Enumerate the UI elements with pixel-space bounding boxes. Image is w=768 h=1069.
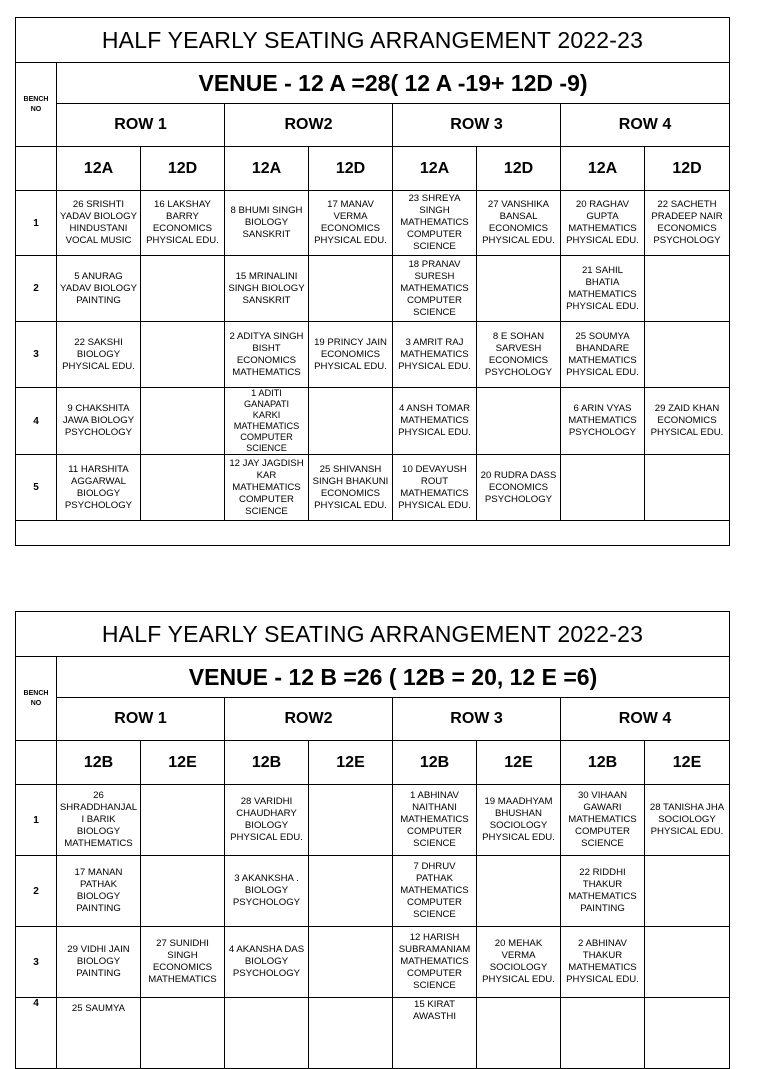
seat-cell: 3 AKANKSHA . BIOLOGY PSYCHOLOGY	[225, 856, 309, 927]
class-header: 12B	[393, 741, 477, 785]
seat-cell	[141, 322, 225, 388]
seat-cell	[309, 927, 393, 998]
seat-cell: 26 SHRADDHANJAL I BARIK BIOLOGY MATHEMATICS	[57, 785, 141, 856]
seat-cell: 22 RIDDHI THAKUR MATHEMATICS PAINTING	[561, 856, 645, 927]
seat-cell: 26 SRISHTI YADAV BIOLOGY HINDUSTANI VOCAL MUSIC	[57, 191, 141, 256]
bench-number: 1	[16, 191, 57, 256]
row-1-header: ROW 1	[57, 104, 225, 147]
seat-cell	[309, 388, 393, 455]
seat-cell: 15 MRINALINI SINGH BIOLOGY SANSKRIT	[225, 256, 309, 322]
row-3-header: ROW 3	[393, 104, 561, 147]
seat-cell: 19 PRINCY JAIN ECONOMICS PHYSICAL EDU.	[309, 322, 393, 388]
seat-cell	[645, 322, 730, 388]
class-header-empty	[16, 147, 57, 191]
seat-cell: 1 ABHINAV NAITHANI MATHEMATICS COMPUTER SCIENCE	[393, 785, 477, 856]
seat-cell: 22 SAKSHI BIOLOGY PHYSICAL EDU.	[57, 322, 141, 388]
row-3-header: ROW 3	[393, 698, 561, 741]
seat-cell: 5 ANURAG YADAV BIOLOGY PAINTING	[57, 256, 141, 322]
seat-cell: 12 JAY JAGDISH KAR MATHEMATICS COMPUTER SCIENCE	[225, 455, 309, 521]
seating-table	[15, 611, 730, 1069]
seat-cell	[477, 856, 561, 927]
seat-cell	[225, 998, 309, 1069]
bench-number: 3	[16, 927, 57, 998]
bench-number: 4	[16, 998, 57, 1069]
seat-cell: 28 VARIDHI CHAUDHARY BIOLOGY PHYSICAL EDU.	[225, 785, 309, 856]
seat-cell	[645, 856, 730, 927]
seating-sheet-12a	[15, 17, 729, 546]
bench-row	[16, 998, 730, 1069]
seat-cell	[645, 927, 730, 998]
venue-heading: VENUE - 12 B =26 ( 12B = 20, 12 E =6)	[57, 657, 730, 698]
seat-cell: 11 HARSHITA AGGARWAL BIOLOGY PSYCHOLOGY	[57, 455, 141, 521]
bench-row	[16, 322, 730, 388]
class-header: 12B	[561, 741, 645, 785]
bench-number: 2	[16, 256, 57, 322]
seat-cell: 20 RUDRA DASS ECONOMICS PSYCHOLOGY	[477, 455, 561, 521]
seat-cell	[309, 998, 393, 1069]
seat-cell: 25 SHIVANSH SINGH BHAKUNI ECONOMICS PHYSICAL EDU.	[309, 455, 393, 521]
seat-cell	[477, 256, 561, 322]
seat-cell: 2 ABHINAV THAKUR MATHEMATICS PHYSICAL EDU.	[561, 927, 645, 998]
class-header: 12A	[561, 147, 645, 191]
seat-cell: 30 VIHAAN GAWARI MATHEMATICS COMPUTER SCIENCE	[561, 785, 645, 856]
seat-cell: 19 MAADHYAM BHUSHAN SOCIOLOGY PHYSICAL EDU.	[477, 785, 561, 856]
class-header: 12A	[393, 147, 477, 191]
seat-cell	[141, 388, 225, 455]
class-header: 12A	[57, 147, 141, 191]
seat-cell: 7 DHRUV PATHAK MATHEMATICS COMPUTER SCIENCE	[393, 856, 477, 927]
seat-cell: 15 KIRAT AWASTHI	[393, 998, 477, 1069]
seat-cell: 22 SACHETH PRADEEP NAIR ECONOMICS PSYCHOLOGY	[645, 191, 730, 256]
seat-cell: 29 VIDHI JAIN BIOLOGY PAINTING	[57, 927, 141, 998]
bench-number: 3	[16, 322, 57, 388]
bench-row	[16, 785, 730, 856]
seat-cell	[645, 998, 730, 1069]
seating-sheet-12b	[15, 611, 729, 1069]
class-header-empty	[16, 741, 57, 785]
sheet-title: HALF YEARLY SEATING ARRANGEMENT 2022-23	[16, 18, 730, 63]
seat-cell	[561, 998, 645, 1069]
class-header: 12D	[645, 147, 730, 191]
seat-cell: 27 VANSHIKA BANSAL ECONOMICS PHYSICAL EDU.	[477, 191, 561, 256]
seat-cell: 1 ADITI GANAPATI KARKI MATHEMATICS COMPUTER SCIENCE	[225, 388, 309, 455]
seat-cell: 20 RAGHAV GUPTA MATHEMATICS PHYSICAL EDU.	[561, 191, 645, 256]
seat-cell	[477, 998, 561, 1069]
class-header: 12B	[225, 741, 309, 785]
seat-cell: 23 SHREYA SINGH MATHEMATICS COMPUTER SCIENCE	[393, 191, 477, 256]
seat-cell	[141, 856, 225, 927]
class-header: 12E	[141, 741, 225, 785]
sheet-title: HALF YEARLY SEATING ARRANGEMENT 2022-23	[16, 612, 730, 657]
seat-cell: 12 HARISH SUBRAMANIAM MATHEMATICS COMPUTER SCIENCE	[393, 927, 477, 998]
seat-cell: 4 ANSH TOMAR MATHEMATICS PHYSICAL EDU.	[393, 388, 477, 455]
bench-number: 2	[16, 856, 57, 927]
bench-row	[16, 388, 730, 455]
seat-cell	[645, 256, 730, 322]
seat-cell: 6 ARIN VYAS MATHEMATICS PSYCHOLOGY	[561, 388, 645, 455]
class-header: 12D	[309, 147, 393, 191]
seat-cell: 17 MANAN PATHAK BIOLOGY PAINTING	[57, 856, 141, 927]
seat-cell: 16 LAKSHAY BARRY ECONOMICS PHYSICAL EDU.	[141, 191, 225, 256]
class-header: 12A	[225, 147, 309, 191]
class-header: 12E	[645, 741, 730, 785]
row-4-header: ROW 4	[561, 104, 730, 147]
row-4-header: ROW 4	[561, 698, 730, 741]
bench-number: 1	[16, 785, 57, 856]
seat-cell: 9 CHAKSHITA JAWA BIOLOGY PSYCHOLOGY	[57, 388, 141, 455]
seat-cell	[477, 388, 561, 455]
row-1-header: ROW 1	[57, 698, 225, 741]
class-header: 12E	[309, 741, 393, 785]
bench-number: 4	[16, 388, 57, 455]
row-2-header: ROW2	[225, 698, 393, 741]
seat-cell: 27 SUNIDHI SINGH ECONOMICS MATHEMATICS	[141, 927, 225, 998]
seat-cell: 25 SAUMYA	[57, 998, 141, 1069]
seat-cell: 29 ZAID KHAN ECONOMICS PHYSICAL EDU.	[645, 388, 730, 455]
seat-cell	[141, 785, 225, 856]
bench-no-header: BENCH NO	[16, 657, 57, 741]
seat-cell: 3 AMRIT RAJ MATHEMATICS PHYSICAL EDU.	[393, 322, 477, 388]
seating-table	[15, 17, 730, 546]
seat-cell: 28 TANISHA JHA SOCIOLOGY PHYSICAL EDU.	[645, 785, 730, 856]
seat-cell: 8 BHUMI SINGH BIOLOGY SANSKRIT	[225, 191, 309, 256]
seat-cell: 21 SAHIL BHATIA MATHEMATICS PHYSICAL EDU.	[561, 256, 645, 322]
seat-cell	[309, 256, 393, 322]
bench-row	[16, 191, 730, 256]
seat-cell: 2 ADITYA SINGH BISHT ECONOMICS MATHEMATICS	[225, 322, 309, 388]
bench-row	[16, 256, 730, 322]
bench-row	[16, 856, 730, 927]
row-2-header: ROW2	[225, 104, 393, 147]
seat-cell	[141, 455, 225, 521]
class-header: 12D	[141, 147, 225, 191]
seat-cell	[561, 455, 645, 521]
seat-cell: 4 AKANSHA DAS BIOLOGY PSYCHOLOGY	[225, 927, 309, 998]
seat-cell	[141, 998, 225, 1069]
blank-footer-row	[16, 521, 730, 546]
seat-cell: 8 E SOHAN SARVESH ECONOMICS PSYCHOLOGY	[477, 322, 561, 388]
venue-heading: VENUE - 12 A =28( 12 A -19+ 12D -9)	[57, 63, 730, 104]
seat-cell: 25 SOUMYA BHANDARE MATHEMATICS PHYSICAL EDU.	[561, 322, 645, 388]
bench-row	[16, 455, 730, 521]
seat-cell	[309, 785, 393, 856]
seat-cell	[309, 856, 393, 927]
class-header: 12B	[57, 741, 141, 785]
bench-number: 5	[16, 455, 57, 521]
seat-cell: 20 MEHAK VERMA SOCIOLOGY PHYSICAL EDU.	[477, 927, 561, 998]
bench-no-header: BENCH NO	[16, 63, 57, 147]
class-header: 12D	[477, 147, 561, 191]
seat-cell: 17 MANAV VERMA ECONOMICS PHYSICAL EDU.	[309, 191, 393, 256]
seat-cell	[141, 256, 225, 322]
class-header: 12E	[477, 741, 561, 785]
seat-cell: 10 DEVAYUSH ROUT MATHEMATICS PHYSICAL EDU.	[393, 455, 477, 521]
seat-cell	[645, 455, 730, 521]
seat-cell: 18 PRANAV SURESH MATHEMATICS COMPUTER SCIENCE	[393, 256, 477, 322]
bench-row	[16, 927, 730, 998]
